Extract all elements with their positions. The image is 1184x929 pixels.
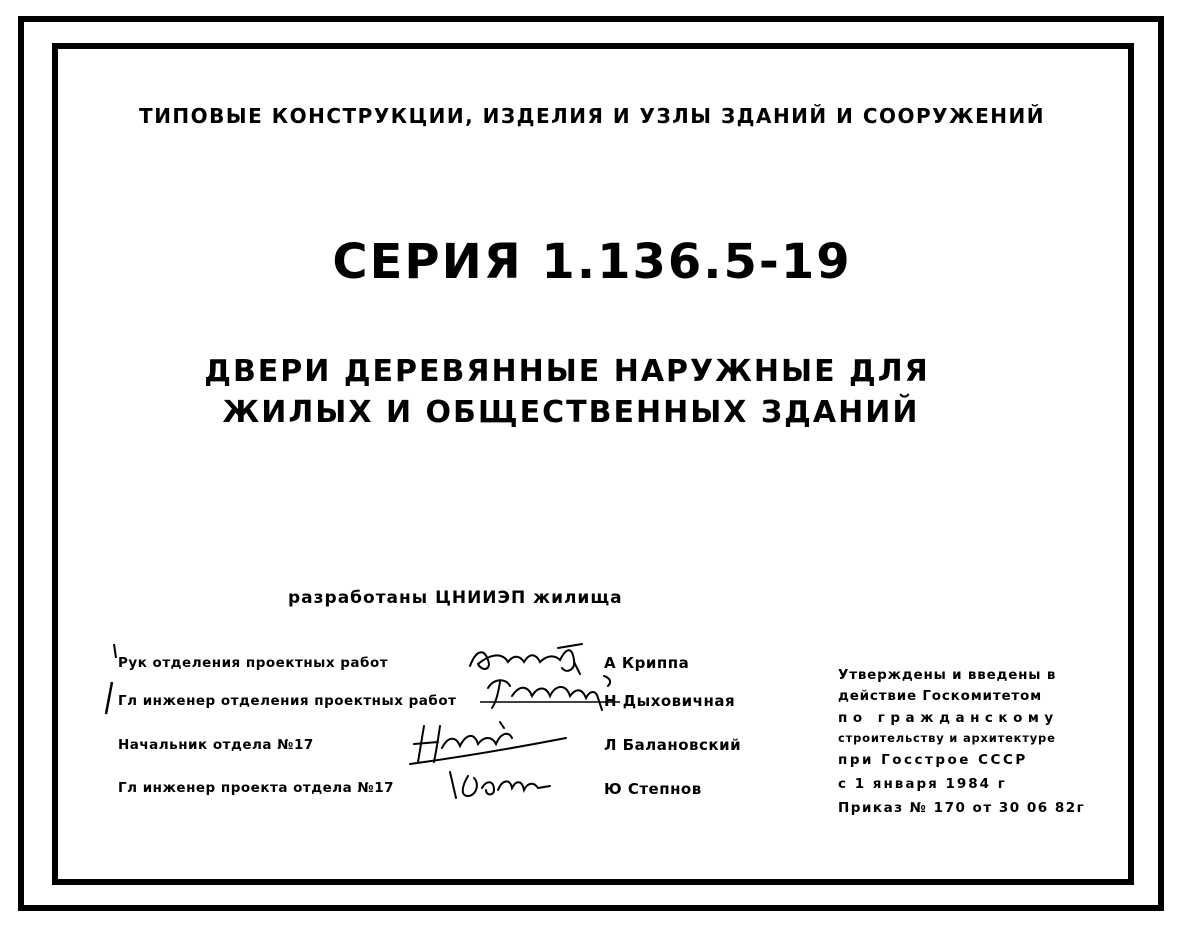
staff-name: Л Балановский: [604, 736, 742, 754]
margin-mark: [100, 640, 124, 720]
approval-line: по гражданскому: [838, 710, 1059, 726]
signature-dykhovichnaya: [470, 672, 630, 714]
staff-role: Гл инженер проекта отдела №17: [118, 780, 395, 796]
staff-role: Гл инженер отделения проектных работ: [118, 693, 457, 709]
document-title-line2: ЖИЛЫХ И ОБЩЕСТВЕННЫХ ЗДАНИЙ: [222, 395, 920, 430]
staff-role: Начальник отдела №17: [118, 737, 314, 753]
approval-line: строительству и архитектуре: [838, 731, 1056, 745]
staff-name: А Криппа: [604, 654, 690, 672]
approval-line: с 1 января 1984 г: [838, 776, 1007, 792]
approval-line: Приказ № 170 от 30 06 82г: [838, 800, 1086, 816]
staff-name: Ю Степнов: [604, 780, 702, 798]
staff-name: Н Дыховичная: [604, 692, 736, 710]
approval-line: при Госстрое СССР: [838, 752, 1028, 768]
developed-by: разработаны ЦНИИЭП жилища: [288, 588, 623, 608]
approval-line: Утверждены и введены в: [838, 667, 1057, 683]
document-title-line1: ДВЕРИ ДЕРЕВЯННЫЕ НАРУЖНЫЕ ДЛЯ: [204, 354, 930, 389]
signature-balanovsky: [404, 718, 574, 768]
document-header: ТИПОВЫЕ КОНСТРУКЦИИ, ИЗДЕЛИЯ И УЗЛЫ ЗДАНИЙ И СООРУЖЕНИЙ: [139, 104, 1045, 128]
approval-line: действие Госкомитетом: [838, 688, 1042, 704]
signature-stepnov: [446, 766, 556, 806]
series-number: СЕРИЯ 1.136.5-19: [332, 234, 852, 290]
staff-role: Рук отделения проектных работ: [118, 655, 389, 671]
